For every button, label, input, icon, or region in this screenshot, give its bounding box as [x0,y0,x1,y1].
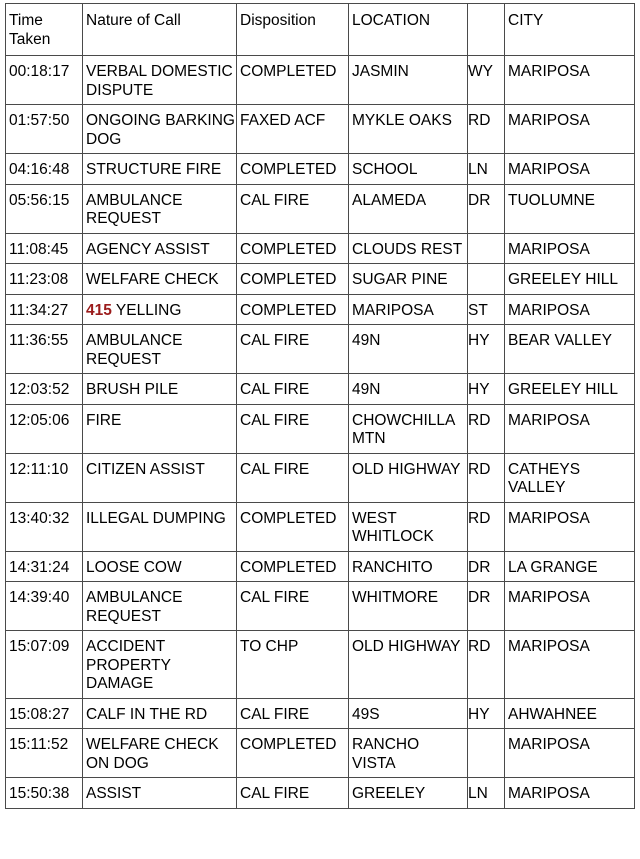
cell-nature-of-call [83,233,237,264]
cell-nature-of-call [83,264,237,295]
cell-time-taken: 11:23:08 [6,264,83,295]
cell-location: OLD HIGHWAY [349,453,468,502]
cell-disposition: CAL FIRE [237,698,349,729]
header-row [6,4,635,56]
call-nature-text: YELLING [111,301,182,319]
cell-location: WEST WHITLOCK [349,502,468,551]
cell-disposition: COMPLETED [237,154,349,185]
cell-time-taken: 05:56:15 [6,184,83,233]
cell-city: BEAR VALLEY [505,325,635,374]
cell-street-suffix: DR [468,551,505,582]
header-street-suffix [468,4,505,56]
call-nature-text: AMBULANCE REQUEST [86,332,183,368]
cell-disposition: COMPLETED [237,233,349,264]
cell-nature-of-call [83,453,237,502]
cell-nature-of-call [83,154,237,185]
cell-street-suffix: HY [468,374,505,405]
cell-disposition: FAXED ACF [237,105,349,154]
cell-city: MARIPOSA [505,502,635,551]
cell-disposition: CAL FIRE [237,582,349,631]
table-row [6,154,635,185]
table-row [6,374,635,405]
cell-disposition: CAL FIRE [237,453,349,502]
cell-city: GREELEY HILL [505,374,635,405]
cell-location: 49S [349,698,468,729]
header-nature-of-call: Nature of Call [83,4,237,56]
cell-city: MARIPOSA [505,404,635,453]
cell-disposition: COMPLETED [237,502,349,551]
cell-street-suffix: ST [468,294,505,325]
cell-location: MARIPOSA [349,294,468,325]
cell-location: 49N [349,374,468,405]
cell-time-taken: 11:08:45 [6,233,83,264]
cell-time-taken: 04:16:48 [6,154,83,185]
table-row [6,56,635,105]
cell-city: GREELEY HILL [505,264,635,295]
call-nature-text: WELFARE CHECK [86,271,219,288]
cell-disposition: TO CHP [237,631,349,699]
call-nature-text: VERBAL DOMESTIC DISPUTE [86,63,233,99]
table-row [6,404,635,453]
cell-nature-of-call [83,325,237,374]
cell-city: MARIPOSA [505,582,635,631]
cell-city: MARIPOSA [505,105,635,154]
cell-city: MARIPOSA [505,631,635,699]
call-nature-text: AGENCY ASSIST [86,240,210,258]
cell-time-taken: 11:34:27 [6,294,83,325]
cell-nature-of-call [83,404,237,453]
cell-disposition: COMPLETED [237,294,349,325]
cell-street-suffix [468,729,505,778]
cell-location: 49N [349,325,468,374]
cell-disposition: COMPLETED [237,729,349,778]
cell-location: ALAMEDA [349,184,468,233]
cell-nature-of-call [83,374,237,405]
table-row [6,778,635,809]
cell-disposition: COMPLETED [237,56,349,105]
header-time-taken: Time Taken [6,4,83,56]
cell-city: LA GRANGE [505,551,635,582]
cell-time-taken: 12:11:10 [6,453,83,502]
cell-nature-of-call [83,778,237,809]
call-nature-text: ASSIST [86,785,142,802]
cell-time-taken: 15:11:52 [6,729,83,778]
cell-street-suffix [468,264,505,295]
cell-nature-of-call [83,698,237,729]
call-nature-text: WELFARE CHECK ON DOG [86,736,219,772]
table-row [6,264,635,295]
cell-nature-of-call [83,105,237,154]
header-disposition: Disposition [237,4,349,56]
cell-location: CLOUDS REST [349,233,468,264]
call-nature-text: FIRE [86,411,122,429]
cell-city: TUOLUMNE [505,184,635,233]
cell-city: MARIPOSA [505,154,635,185]
cell-location: SUGAR PINE [349,264,468,295]
cell-disposition: CAL FIRE [237,184,349,233]
cell-location: MYKLE OAKS [349,105,468,154]
call-nature-text: AMBULANCE REQUEST [86,191,183,227]
cell-time-taken: 12:05:06 [6,404,83,453]
call-nature-text: LOOSE COW [86,558,182,576]
cell-city: CATHEYS VALLEY [505,453,635,502]
cell-nature-of-call [83,502,237,551]
cell-location: SCHOOL [349,154,468,185]
cell-nature-of-call [83,729,237,778]
cell-nature-of-call [83,294,237,325]
call-nature-text: CITIZEN ASSIST [86,460,205,478]
call-nature-text: AMBULANCE REQUEST [86,589,183,625]
table-row [6,294,635,325]
cell-disposition: CAL FIRE [237,325,349,374]
cell-street-suffix: HY [468,325,505,374]
call-nature-text: ACCIDENT PROPERTY DAMAGE [86,638,171,692]
call-nature-text: ILLEGAL DUMPING [86,509,226,527]
cell-time-taken: 14:31:24 [6,551,83,582]
header-city: CITY [505,4,635,56]
call-code: 415 [86,301,112,319]
call-nature-text: ONGOING BARKING DOG [86,112,235,148]
cell-time-taken: 15:50:38 [6,778,83,809]
table-row [6,105,635,154]
cell-street-suffix: RD [468,404,505,453]
cell-city: MARIPOSA [505,56,635,105]
cell-street-suffix: HY [468,698,505,729]
cell-time-taken: 12:03:52 [6,374,83,405]
cell-street-suffix: LN [468,778,505,809]
cell-disposition: CAL FIRE [237,404,349,453]
cell-city: AHWAHNEE [505,698,635,729]
call-nature-text: STRUCTURE FIRE [86,161,222,178]
cell-location: OLD HIGHWAY [349,631,468,699]
cell-time-taken: 01:57:50 [6,105,83,154]
table-row [6,631,635,699]
table-row [6,729,635,778]
cell-street-suffix: DR [468,582,505,631]
cell-city: MARIPOSA [505,778,635,809]
cell-city: MARIPOSA [505,729,635,778]
call-log-table [5,3,635,809]
cell-city: MARIPOSA [505,294,635,325]
cell-time-taken: 15:08:27 [6,698,83,729]
cell-time-taken: 00:18:17 [6,56,83,105]
table-row [6,184,635,233]
cell-disposition: CAL FIRE [237,778,349,809]
call-nature-text: BRUSH PILE [86,381,179,398]
cell-nature-of-call [83,582,237,631]
cell-nature-of-call [83,551,237,582]
table-row [6,325,635,374]
header-location: LOCATION [349,4,468,56]
cell-disposition: COMPLETED [237,551,349,582]
cell-street-suffix: WY [468,56,505,105]
cell-street-suffix: RD [468,105,505,154]
cell-street-suffix: RD [468,502,505,551]
table-row [6,502,635,551]
cell-time-taken: 13:40:32 [6,502,83,551]
cell-time-taken: 14:39:40 [6,582,83,631]
table-row [6,582,635,631]
cell-location: RANCHO VISTA [349,729,468,778]
cell-location: CHOWCHILLA MTN [349,404,468,453]
cell-time-taken: 11:36:55 [6,325,83,374]
cell-location: GREELEY [349,778,468,809]
cell-street-suffix: LN [468,154,505,185]
cell-city: MARIPOSA [505,233,635,264]
call-nature-text: CALF IN THE RD [86,705,208,723]
cell-disposition: CAL FIRE [237,374,349,405]
table-row [6,551,635,582]
table-row [6,453,635,502]
cell-street-suffix [468,233,505,264]
table-row [6,698,635,729]
table-row [6,233,635,264]
cell-nature-of-call [83,184,237,233]
cell-location: JASMIN [349,56,468,105]
cell-disposition: COMPLETED [237,264,349,295]
cell-time-taken: 15:07:09 [6,631,83,699]
cell-street-suffix: DR [468,184,505,233]
cell-location: RANCHITO [349,551,468,582]
cell-street-suffix: RD [468,631,505,699]
cell-street-suffix: RD [468,453,505,502]
cell-nature-of-call [83,56,237,105]
cell-location: WHITMORE [349,582,468,631]
cell-nature-of-call [83,631,237,699]
